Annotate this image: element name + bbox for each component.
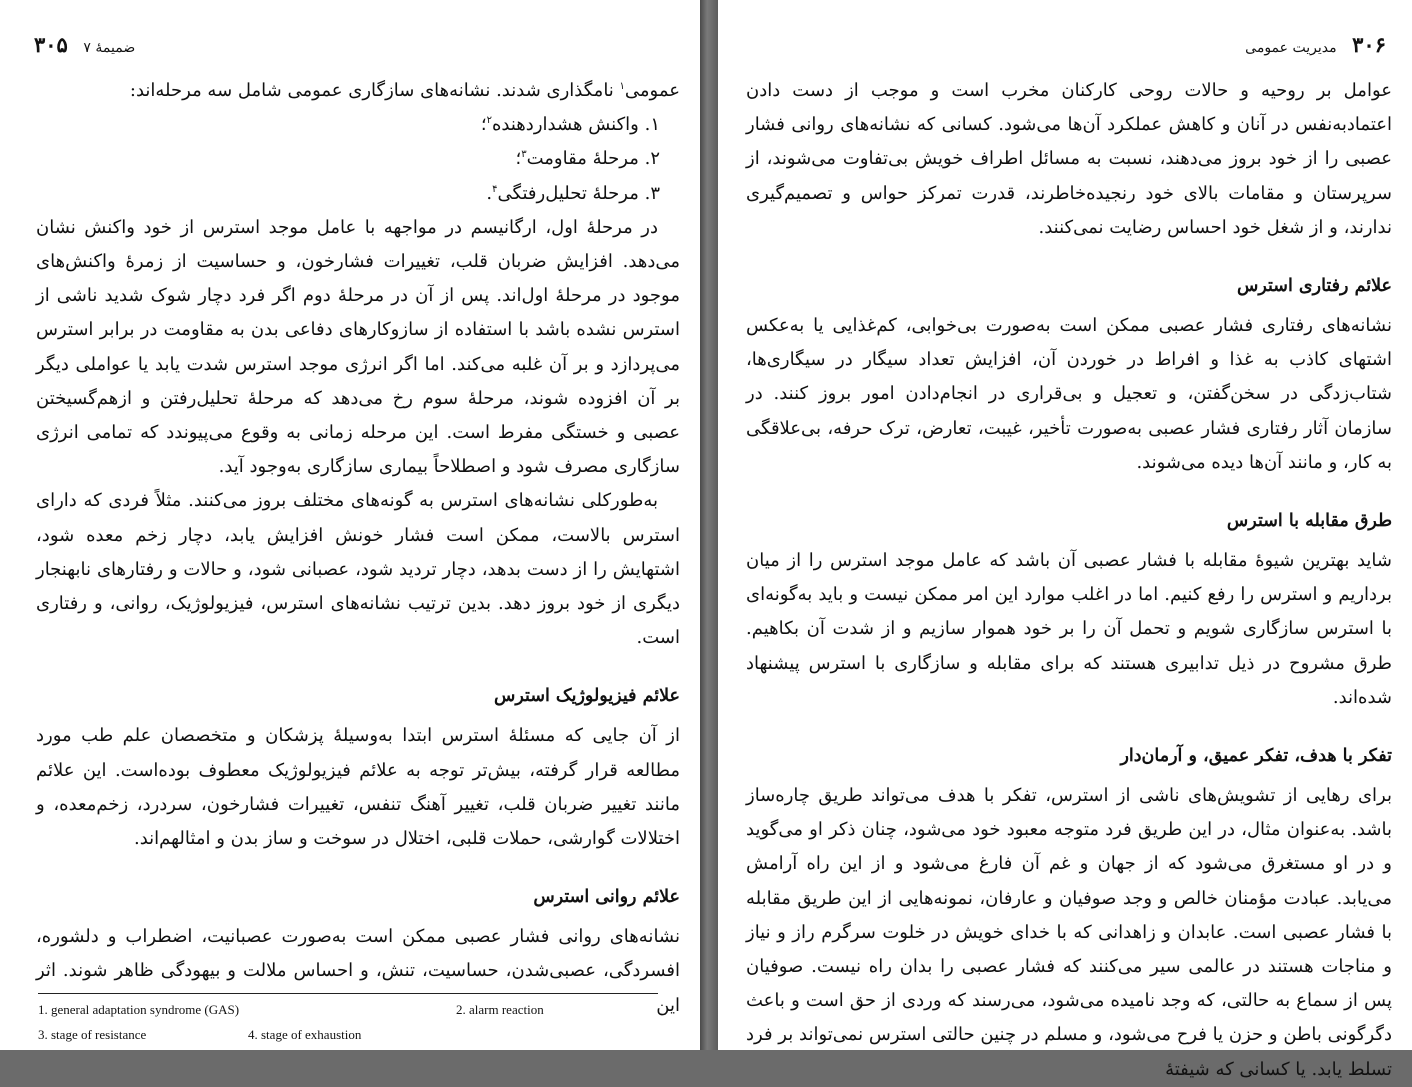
coping-paragraph: شاید بهترین شیوهٔ مقابله با فشار عصبی آن باشد که عامل موجد استرس را از میان برداریم و استرس را رفع کنیم. اما در اغلب موارد این امر ممکن نیست و باید به‌گونه‌ای با استرس سازگاری شویم و تحمل آن را بر خود هموار سازیم و از شدت آن بکاهیم. طرق مشروح در ذیل تدابیری هستند که برای مقابله و سازگاری با استرس پیشنهاد شده‌اند. [746, 550, 1392, 708]
heading-psychological: علائم روانی استرس [533, 887, 680, 908]
heading-coping: طرق مقابله با استرس [1226, 511, 1392, 532]
right-page [718, 0, 1412, 1080]
left-page-header [34, 32, 145, 57]
left-running-head: ضمیمهٔ ۷ [83, 40, 136, 56]
footnotes [38, 993, 658, 1046]
footnote-ref-marker: ۱ [619, 81, 625, 92]
right-running-head: مدیریت عمومی [1245, 40, 1337, 56]
left-page-body [36, 74, 680, 1023]
footnote-1: 1. general adaptation syndrome (GAS) [38, 1002, 240, 1017]
footnote-ref-marker: ۴ [492, 183, 498, 195]
heading-behavioral: علائم رفتاری استرس [1237, 276, 1392, 297]
behavioral-paragraph: نشانه‌های رفتاری فشار عصبی ممکن است به‌صورت بی‌خوابی، کم‌غذایی یا به‌عکس اشتهای کاذب به غذا و افراط در خوردن آن، افزایش تعداد سیگار در سیگاری‌ها، شتاب‌زدگی در سخن‌گفتن، و تعجیل و بی‌قراری در انجام‌دادن امور بروز کنند. در سازمان آثار رفتاری فشار عصبی به‌صورت تأخیر، غیبت، تعارض، ترک حرفه، بی‌علاقگی به کار، و مانند آن‌ها دیده می‌شوند. [746, 315, 1392, 473]
stage-item-2: ۲. مرحلهٔ مقاومت$^۳$؛ [515, 148, 660, 170]
left-page [0, 0, 700, 1050]
stage-item-3: ۳. مرحلهٔ تحلیل‌رفتگی$^۴$. [486, 182, 660, 204]
footnote-2: 2. alarm reaction [456, 1002, 544, 1017]
psychological-paragraph: نشانه‌های روانی فشار عصبی ممکن است به‌صورت عصبانیت، اضطراب و دلشوره، افسردگی، عصبی‌شدن، حساسیت، تنش، و احساس ملالت و بیهودگی ظاهر شوند. اثر این [36, 926, 680, 1016]
stage-item-1: ۱. واکنش هشداردهنده$^۲$؛ [480, 114, 660, 136]
intro-paragraph: عمومی$^۱$ نامگذاری شدند. نشانه‌های سازگاری عمومی شامل سه مرحله‌اند: [129, 80, 680, 101]
footnote-ref-marker: ۳ [521, 149, 527, 161]
footnote-ref-marker: ۲ [486, 115, 492, 127]
book-spine-gutter [700, 0, 718, 1050]
physiological-paragraph: از آن جایی که مسئلهٔ استرس ابتدا به‌وسیلهٔ پزشکان و متخصصان علم طب مورد مطالعه قرار گرفته، بیش‌تر توجه به علائم فیزیولوژیک معطوف بوده‌است. این علائم مانند تغییر ضربان قلب، تغییر آهنگ تنفس، تغییرات فشارخون، سردرد، زخم‌معده، و اختلالات گوارشی، حملات قلبی، اختلال در سوخت و ساز بدن و امثالهم‌اند. [36, 725, 680, 850]
symptoms-paragraph: به‌طورکلی نشانه‌های استرس به گونه‌های مختلف بروز می‌کنند. مثلاً فردی که دارای استرس بالاست، ممکن است فشار خونش افزایش یابد، دچار زخم معده شود، اشتهایش را از دست بدهد، دچار تردید شود، عصبانی شود، و حالات و رفتارهای نابهنجار دیگری از خود بروز دهد. بدین ترتیب نشانه‌های استرس، فیزیولوژیک، روانی، و رفتاری است. [36, 490, 680, 649]
footnote-3: 3. stage of resistance [38, 1027, 147, 1042]
effects-paragraph: عوامل بر روحیه و حالات روحی کارکنان مخرب است و موجب از دست دادن اعتمادبه‌نفس در آنان و کاهش عملکرد آن‌ها می‌شود. کسانی که نشانه‌های روانی فشار عصبی را از خود بروز می‌دهند، نسبت به مسائل اطراف خویش بی‌تفاوت می‌شوند، از سرپرستان و مقامات بالای خود رنجیده‌خاطرند، قدرت تمرکز حواس و تصمیم‌گیری ندارند، و از شغل خود احساس رضایت نمی‌کنند. [746, 80, 1392, 238]
footnote-4: 4. stage of exhaustion [248, 1027, 362, 1042]
heading-purposeful-thinking: تفکر با هدف، تفکر عمیق، و آرمان‌دار [1120, 746, 1392, 767]
purposeful-thinking-paragraph: برای رهایی از تشویش‌های ناشی از استرس، تفکر با هدف می‌تواند طریق چاره‌ساز باشد. به‌عنوان مثال، در این طریق فرد متوجه معبود خود می‌شود، چنان ذکر او می‌گوید و در او مستغرق می‌شود که از جهان و غم آن فارغ می‌شود و از این راه آرامش می‌یابد. عبادت مؤمنان خالص و وجد صوفیان و عارفان، نمونه‌هایی از این طریق مقابله با فشار عصبی است. عابدان و زاهدانی که با خدای خویش در خلوت سرگرم راز و نیاز و مناجات هستند در عالمی سیر می‌کنند که فشار عصبی را بدان راه نیست. صوفیان پس از سماع به حالتی، که وجد نامیده می‌شود، می‌رسند که وردی از حق است و باعث دگرگونی باطن و حزن یا فرح می‌شود، و مسلم در چنین حالتی استرس نمی‌تواند بر فرد تسلط یابد. یا کسانی که شیفتهٔ [746, 785, 1392, 1080]
heading-physiological: علائم فیزیولوژیک استرس [494, 686, 680, 707]
right-page-body [746, 74, 1392, 1087]
right-page-header [1235, 32, 1386, 57]
right-page-number: ۳۰۶ [1352, 32, 1386, 57]
stages-paragraph: در مرحلهٔ اول، ارگانیسم در مواجهه با عامل موجد استرس از خود واکنش نشان می‌دهد. افزایش ضربان قلب، تغییرات فشارخون، و حساسیت از زمرهٔ واکنش‌های موجود در مرحلهٔ اول‌اند. پس از آن در مرحلهٔ دوم اگر فرد دچار شوک شدید ناشی از استرس نشده باشد با استفاده از سازوکارهای دفاعی بدن به مقاومت در برابر استرس می‌پردازد و بر آن غلبه می‌کند. اما اگر انرژی موجد استرس شدت یابد یا عواملی دیگر بر آن افزوده شوند، مرحلهٔ سوم رخ می‌دهد که مرحلهٔ تحلیل‌رفتن و ازهم‌گسیختن عصبی و خستگی مفرط است. این مرحله زمانی به وقوع می‌پیوندد که تمامی انرژی سازگاری مصرف شود و اصطلاحاً بیماری سازگاری به‌وجود آید. [36, 216, 680, 478]
left-page-number: ۳۰۵ [34, 32, 68, 57]
